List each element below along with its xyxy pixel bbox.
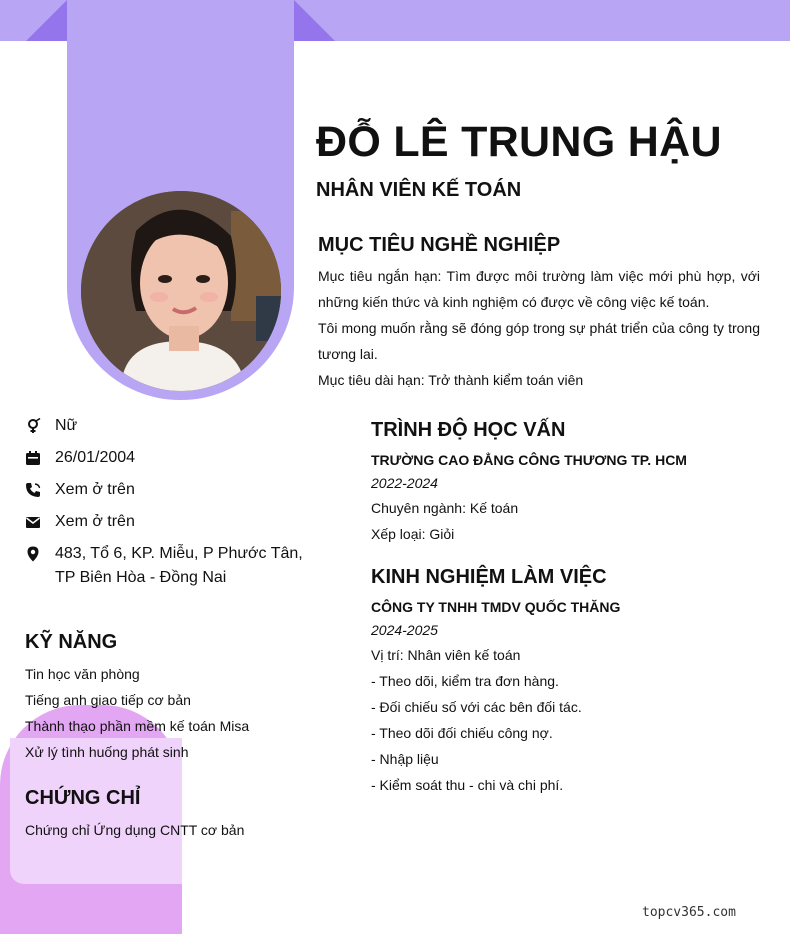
experience-period: 2024-2025 xyxy=(371,622,438,638)
phone-row xyxy=(25,478,325,502)
address-value: 483, Tổ 6, KP. Miễu, P Phước Tân, TP Biên Hòa - Đồng Nai xyxy=(55,545,303,586)
objective-title: MỤC TIÊU NGHỀ NGHIỆP xyxy=(318,234,561,256)
education-title: TRÌNH ĐỘ HỌC VẤN xyxy=(371,419,566,441)
certificate-item: Chứng chỉ Ứng dụng CNTT cơ bản xyxy=(25,822,245,838)
certificates-title: CHỨNG CHỈ xyxy=(25,787,141,809)
education-line: Chuyên ngành: Kế toán xyxy=(371,500,519,516)
email-row xyxy=(25,510,325,534)
job-title: NHÂN VIÊN KẾ TOÁN xyxy=(316,179,522,201)
objective-line: Tôi mong muốn rằng sẽ đóng góp trong sự phát triển của công ty trong tương lai. xyxy=(318,320,760,362)
experience-title: KINH NGHIỆM LÀM VIỆC xyxy=(371,566,607,588)
education-section xyxy=(371,449,771,547)
calendar-icon xyxy=(25,446,55,470)
skill-item: Thành thạo phần mềm kế toán Misa xyxy=(25,718,250,734)
skills-list xyxy=(25,661,249,765)
birthday-row xyxy=(25,446,325,470)
skills-title: KỸ NĂNG xyxy=(25,631,118,653)
gender-icon xyxy=(25,414,55,438)
candidate-name: ĐỖ LÊ TRUNG HẬU xyxy=(316,118,722,166)
experience-line: - Theo dõi, kiểm tra đơn hàng. xyxy=(371,673,559,689)
experience-line: - Kiểm soát thu - chi và chi phí. xyxy=(371,777,564,793)
experience-line: - Theo dõi đối chiếu công nợ. xyxy=(371,725,553,741)
company-name: CÔNG TY TNHH TMDV QUỐC THĂNG xyxy=(371,599,621,615)
objective-text xyxy=(318,263,760,393)
top-left-triangle xyxy=(26,0,67,41)
objective-line: Mục tiêu ngắn hạn: Tìm được môi trường làm việc mới phù hợp, với những kiến thức và kinh nghiệm có được về công việc kế toán. xyxy=(318,268,760,310)
skill-item: Tin học văn phòng xyxy=(25,666,140,682)
experience-line: - Đối chiếu số với các bên đối tác. xyxy=(371,699,582,715)
email-icon xyxy=(25,510,55,534)
birthday-value: 26/01/2004 xyxy=(55,449,136,466)
contact-info xyxy=(25,414,325,598)
experience-line: Vị trí: Nhân viên kế toán xyxy=(371,647,521,663)
email-value: Xem ở trên xyxy=(55,513,135,530)
top-right-triangle xyxy=(294,0,335,41)
location-pin-icon xyxy=(25,542,55,566)
gender-row xyxy=(25,414,325,438)
phone-value: Xem ở trên xyxy=(55,481,135,498)
skill-item: Xử lý tình huống phát sinh xyxy=(25,744,189,760)
experience-line: - Nhập liệu xyxy=(371,751,439,767)
objective-line: Mục tiêu dài hạn: Trở thành kiểm toán viên xyxy=(318,372,584,388)
avatar-photo xyxy=(81,191,281,391)
school-name: TRƯỜNG CAO ĐẲNG CÔNG THƯƠNG TP. HCM xyxy=(371,452,687,468)
experience-section xyxy=(371,596,771,798)
skill-item: Tiếng anh giao tiếp cơ bản xyxy=(25,692,191,708)
phone-icon xyxy=(25,478,55,502)
footer-watermark: topcv365.com xyxy=(642,905,736,920)
address-row xyxy=(25,542,325,590)
education-period: 2022-2024 xyxy=(371,475,438,491)
education-line: Xếp loại: Giỏi xyxy=(371,526,455,542)
certificates-list xyxy=(25,817,244,843)
gender-value: Nữ xyxy=(55,417,78,434)
